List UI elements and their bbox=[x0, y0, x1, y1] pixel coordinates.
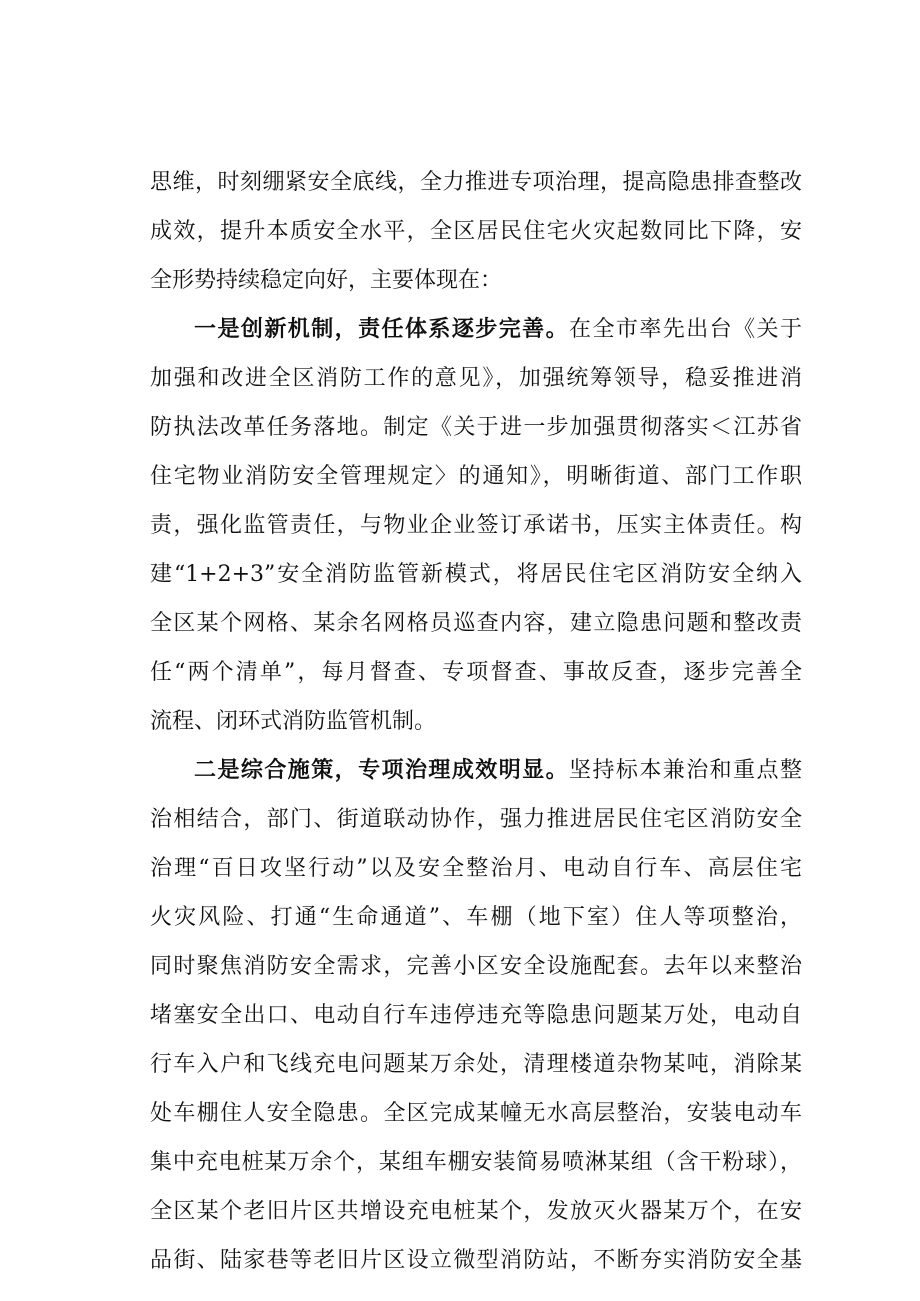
text-line bbox=[150, 305, 802, 354]
text-line: 治相结合，部门、街道联动协作，强力推进居民住宅区消防安全 bbox=[150, 807, 802, 832]
paragraph-innovation-mechanism bbox=[150, 305, 802, 746]
text-line: 流程、闭环式消防监管机制。 bbox=[150, 709, 437, 734]
text-line: 成效，提升本质安全水平，全区居民住宅火灾起数同比下降，安 bbox=[150, 219, 802, 244]
text-line: 任“两个清单”，每月督查、专项督查、事故反查，逐步完善全 bbox=[150, 660, 802, 685]
document-body bbox=[150, 158, 802, 1285]
text-line: 处车棚住人安全隐患。全区完成某幢无水高层整治，安装电动车 bbox=[150, 1101, 802, 1126]
text-line: 治理“百日攻坚行动”以及安全整治月、电动自行车、高层住宅 bbox=[150, 856, 802, 881]
paragraph-comprehensive-measures bbox=[150, 746, 802, 1285]
text-line: 全区某个老旧片区共增设充电桩某个，发放灭火器某万个，在安 bbox=[150, 1199, 802, 1224]
paragraph-lead-heading: 二是综合施策，专项治理成效明显。 bbox=[194, 758, 570, 783]
text-line: 集中充电桩某万余个，某组车棚安装简易喷淋某组（含干粉球）， bbox=[150, 1150, 802, 1175]
text-line: 思维，时刻绷紧安全底线，全力推进专项治理，提高隐患排查整改 bbox=[150, 170, 802, 195]
text-line: 责，强化监管责任，与物业企业签订承诺书，压实主体责任。构 bbox=[150, 513, 802, 538]
text-line: 堵塞安全出口、电动自行车违停违充等隐患问题某万处，电动自 bbox=[150, 1003, 802, 1028]
paragraph-lead-heading: 一是创新机制，责任体系逐步完善。 bbox=[194, 317, 570, 342]
text-fragment: 坚持标本兼治和重点整 bbox=[569, 758, 802, 783]
text-line: 品街、陆家巷等老旧片区设立微型消防站，不断夯实消防安全基 bbox=[150, 1248, 802, 1273]
text-line: 全区某个网格、某余名网格员巡查内容，建立隐患问题和整改责 bbox=[150, 611, 802, 636]
text-line: 火灾风险、打通“生命通道”、车棚（地下室）住人等项整治， bbox=[150, 905, 802, 930]
text-line: 同时聚焦消防安全需求，完善小区安全设施配套。去年以来整治 bbox=[150, 954, 802, 979]
text-line: 全形势持续稳定向好，主要体现在： bbox=[150, 268, 503, 293]
text-line: 加强和改进全区消防工作的意见》，加强统筹领导，稳妥推进消 bbox=[150, 366, 802, 391]
text-line: 防执法改革任务落地。制定《关于进一步加强贯彻落实＜江苏省 bbox=[150, 415, 802, 440]
text-fragment: 在全市率先出台《关于 bbox=[569, 317, 802, 342]
paragraph-intro bbox=[150, 158, 802, 305]
text-line: 建“1+2+3”安全消防监管新模式，将居民住宅区消防安全纳入 bbox=[150, 562, 802, 587]
text-line: 住宅物业消防安全管理规定〉的通知》，明晰街道、部门工作职 bbox=[150, 464, 802, 489]
text-line: 行车入户和飞线充电问题某万余处，清理楼道杂物某吨，消除某 bbox=[150, 1052, 802, 1077]
text-line bbox=[150, 746, 802, 795]
